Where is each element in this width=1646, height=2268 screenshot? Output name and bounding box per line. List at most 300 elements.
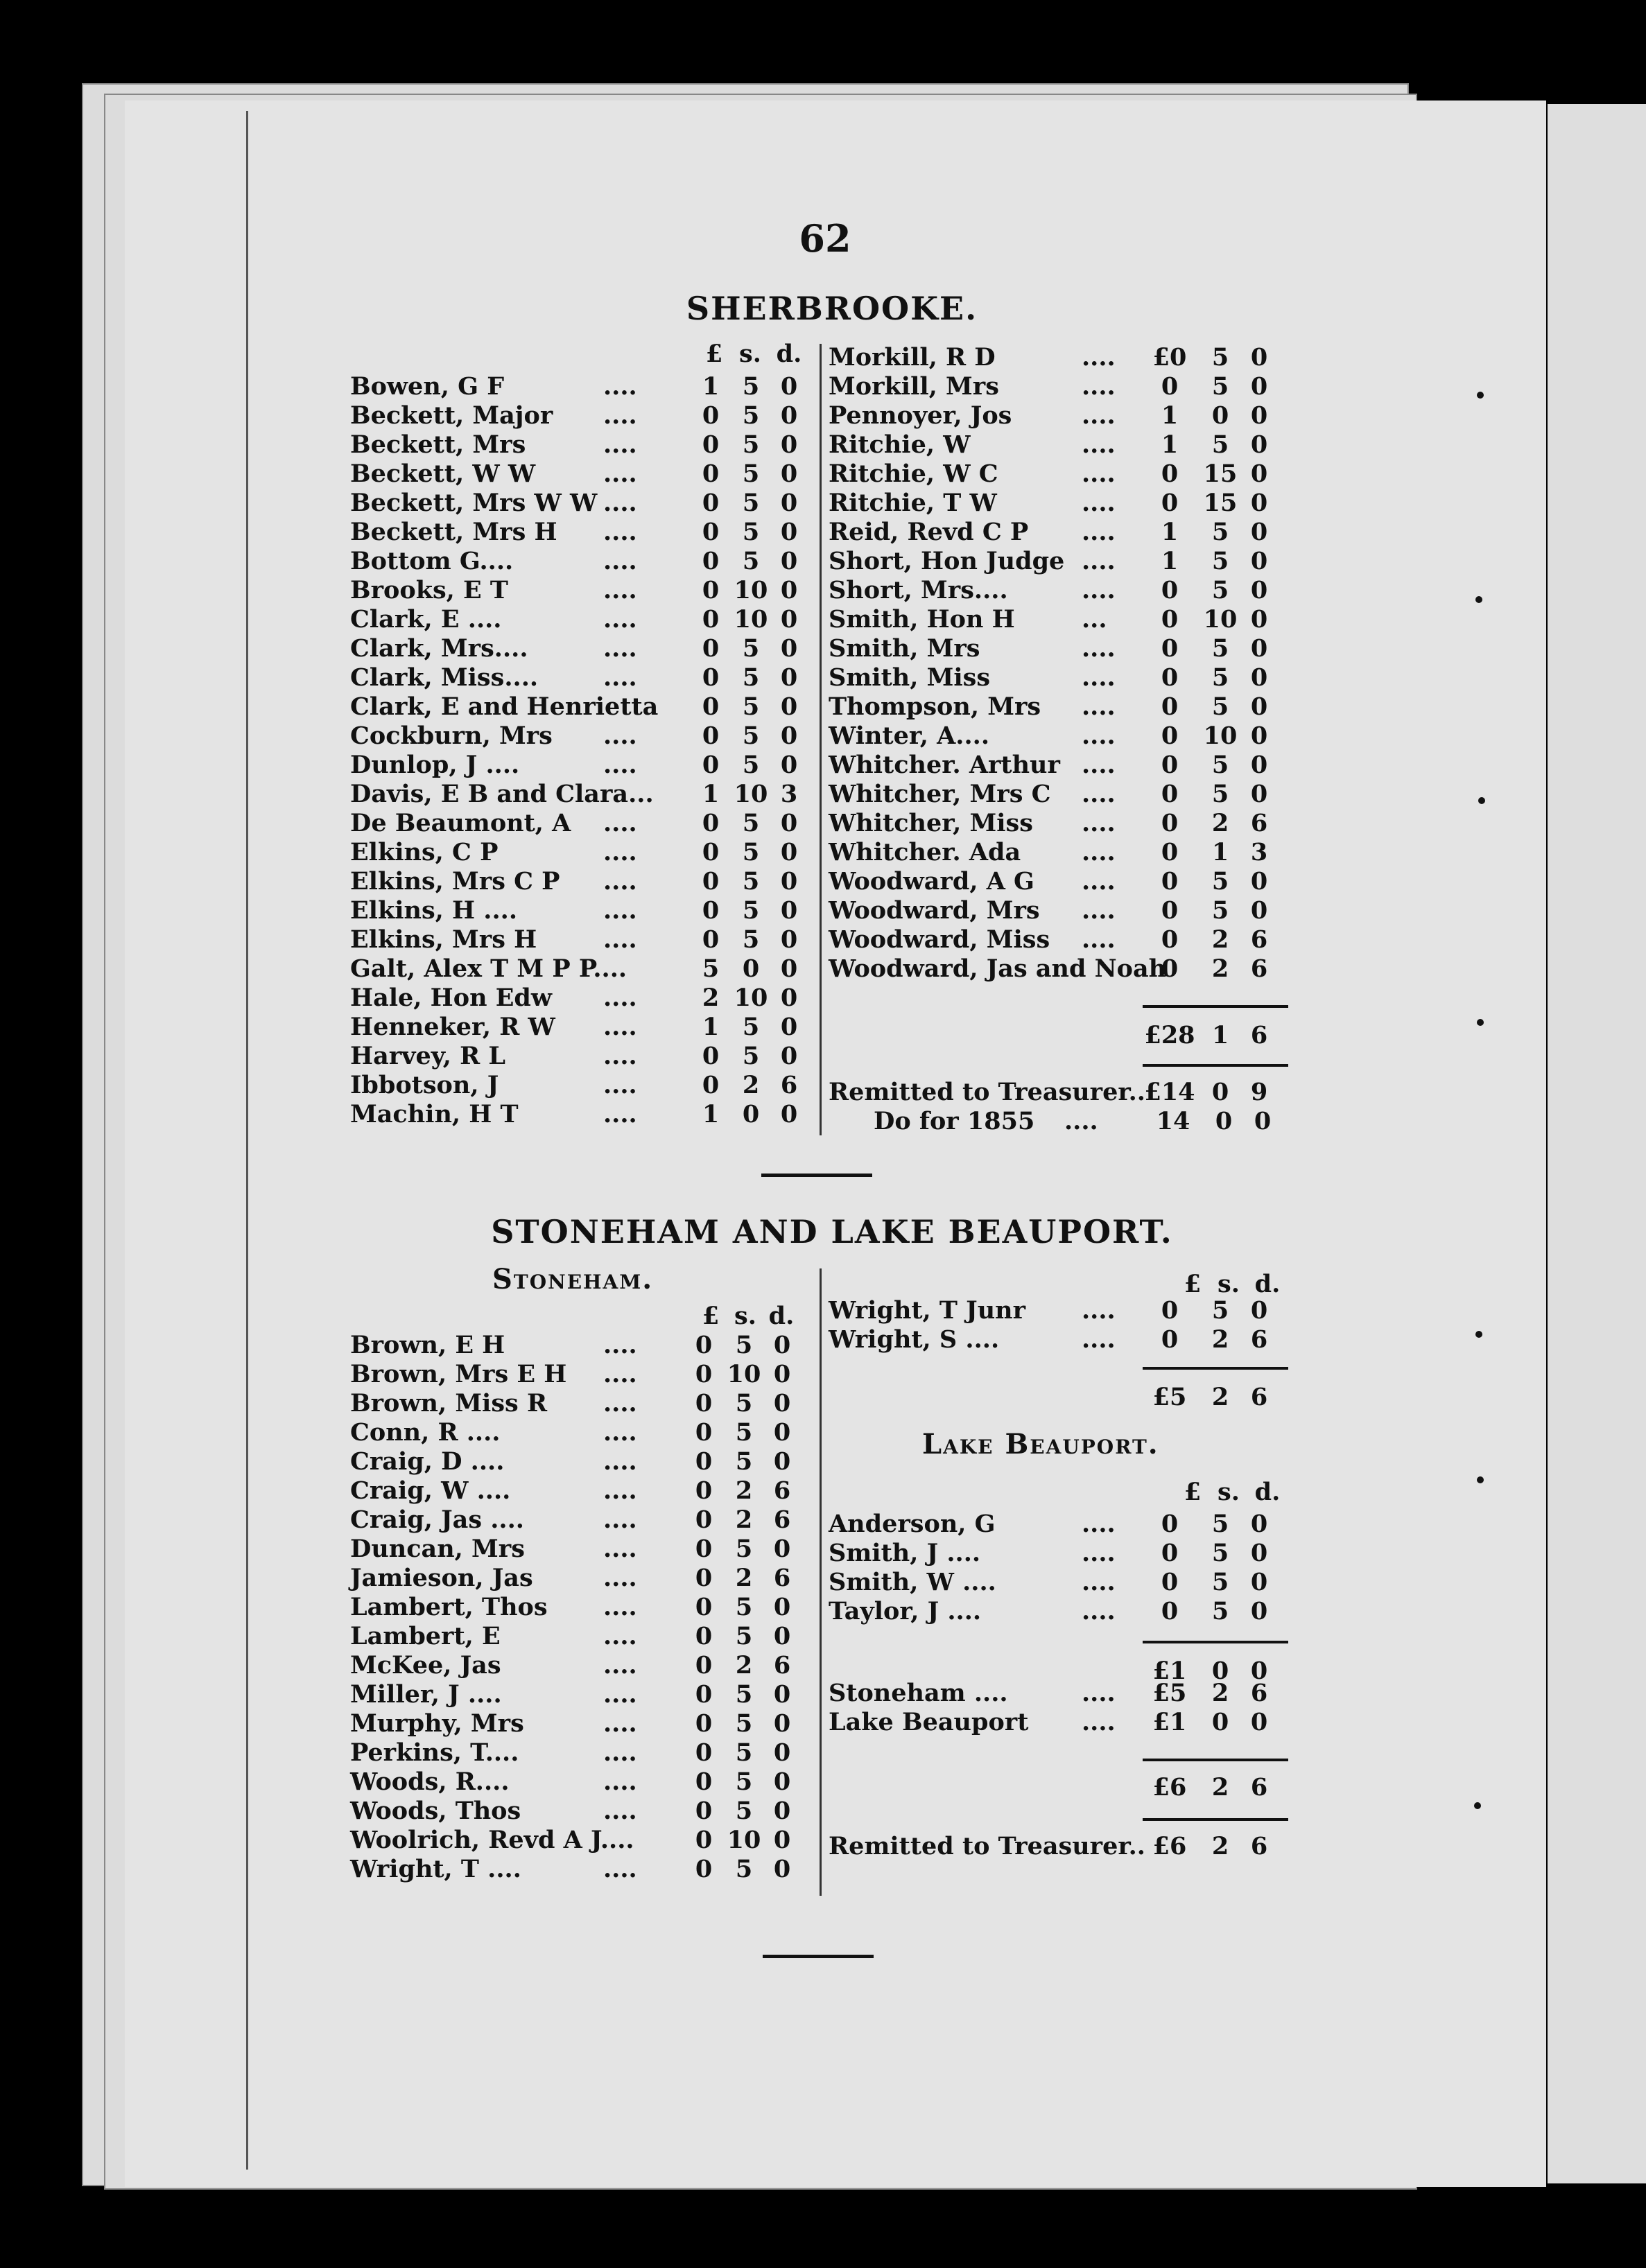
total-pounds: £6 bbox=[1152, 1773, 1187, 1802]
amount-shillings: 5 bbox=[735, 1331, 753, 1359]
amount-pounds: 0 bbox=[1161, 1568, 1179, 1596]
donor-name: Ritchie, W C bbox=[829, 460, 998, 488]
ledger-row bbox=[829, 518, 1314, 547]
donor-name: Lambert, E bbox=[350, 1622, 501, 1650]
donor-name: Craig, Jas .... bbox=[350, 1506, 524, 1534]
amount-shillings: 5 bbox=[735, 1680, 753, 1709]
donor-name: Duncan, Mrs bbox=[350, 1535, 525, 1563]
amount-shillings: 0 bbox=[1211, 401, 1229, 430]
next-page-edge bbox=[1548, 104, 1646, 2183]
column-headers-lake bbox=[1172, 1478, 1310, 1507]
leader-dots: .... bbox=[603, 460, 637, 488]
ledger-row bbox=[350, 401, 822, 430]
donor-name: Henneker, R W bbox=[350, 1013, 555, 1041]
amount-shillings: 5 bbox=[742, 372, 760, 401]
amount-pounds: 0 bbox=[702, 489, 720, 517]
amount-shillings: 5 bbox=[1211, 1539, 1229, 1567]
amount-pence: 6 bbox=[773, 1506, 791, 1534]
amount-pounds: 0 bbox=[702, 867, 720, 896]
leader-dots: .... bbox=[603, 1042, 637, 1070]
amount-shillings: 5 bbox=[1211, 576, 1229, 604]
ledger-row bbox=[829, 1325, 1314, 1354]
donor-name: Whitcher, Mrs C bbox=[829, 780, 1051, 808]
header-shillings: s. bbox=[739, 340, 761, 368]
amount-shillings: 2 bbox=[1211, 809, 1229, 837]
amount-pounds: 0 bbox=[695, 1797, 713, 1825]
amount-shillings: 5 bbox=[1211, 343, 1229, 372]
ledger-row bbox=[350, 576, 822, 605]
donor-name: Beckett, W W bbox=[350, 460, 536, 488]
amount-shillings: 5 bbox=[742, 401, 760, 430]
leader-dots: .... bbox=[1082, 518, 1116, 546]
total-rule bbox=[1143, 1367, 1288, 1370]
leader-dots: .... bbox=[603, 1476, 637, 1505]
amount-shillings: 5 bbox=[735, 1797, 753, 1825]
amount-shillings: 5 bbox=[1211, 430, 1229, 459]
ledger-row bbox=[829, 1568, 1314, 1597]
amount-shillings: 10 bbox=[734, 576, 768, 604]
donor-name: Machin, H T bbox=[350, 1100, 519, 1128]
amount-pence: 6 bbox=[1250, 925, 1268, 954]
ledger-row bbox=[350, 809, 822, 838]
header-pounds: £ bbox=[702, 1302, 720, 1330]
leader-dots: .... bbox=[603, 372, 637, 401]
amount-pence: 3 bbox=[780, 780, 798, 808]
leader-dots: .... bbox=[1082, 1708, 1116, 1736]
amount-pence: 0 bbox=[1250, 1539, 1268, 1567]
ledger-row bbox=[829, 430, 1314, 460]
leader-dots: .... bbox=[603, 838, 637, 866]
donor-name: De Beaumont, A bbox=[350, 809, 571, 837]
amount-shillings: 5 bbox=[742, 663, 760, 692]
amount-pounds: 0 bbox=[695, 1418, 713, 1447]
amount-pence: 0 bbox=[773, 1709, 791, 1738]
amount-pounds: 0 bbox=[702, 722, 720, 750]
leader-dots: .... bbox=[603, 430, 637, 459]
donor-name: Smith, W .... bbox=[829, 1568, 996, 1596]
donor-name: McKee, Jas bbox=[350, 1651, 501, 1680]
leader-dots: .... bbox=[1082, 838, 1116, 866]
amount-shillings: 5 bbox=[735, 1738, 753, 1767]
amount-pounds: 0 bbox=[1161, 460, 1179, 488]
amount-shillings: 5 bbox=[735, 1593, 753, 1621]
amount-pence: 0 bbox=[773, 1593, 791, 1621]
amount-pence: 0 bbox=[780, 489, 798, 517]
amount-pence: 0 bbox=[780, 954, 798, 983]
donor-name: Brown, E H bbox=[350, 1331, 505, 1359]
amount-pence: 0 bbox=[1250, 372, 1268, 401]
ledger-row bbox=[829, 954, 1314, 984]
leader-dots: .... bbox=[603, 1535, 637, 1563]
page-number: 62 bbox=[799, 216, 851, 261]
subsection-title-lake-beauport: Lake Beauport. bbox=[922, 1428, 1159, 1460]
donor-name: Stoneham .... bbox=[829, 1679, 1008, 1707]
ledger-row bbox=[829, 634, 1314, 663]
amount-pounds: 1 bbox=[1161, 518, 1179, 546]
amount-pounds: 0 bbox=[702, 1071, 720, 1099]
leader-dots: .... bbox=[603, 634, 637, 663]
leader-dots: .... bbox=[1082, 430, 1116, 459]
donor-name: Lambert, Thos bbox=[350, 1593, 548, 1621]
donor-name: Clark, E and Henrietta bbox=[350, 692, 659, 721]
total-shillings: 2 bbox=[1211, 1383, 1229, 1411]
amount-pence: 0 bbox=[780, 1042, 798, 1070]
amount-pounds: £1 bbox=[1152, 1708, 1187, 1736]
ledger-row bbox=[350, 634, 822, 663]
amount-shillings: 10 bbox=[1203, 605, 1238, 634]
ledger-row bbox=[350, 722, 822, 751]
donor-name: Bottom G.... bbox=[350, 547, 514, 575]
amount-pence: 6 bbox=[773, 1476, 791, 1505]
amount-pounds: 0 bbox=[702, 692, 720, 721]
amount-shillings: 5 bbox=[1211, 1510, 1229, 1538]
amount-pounds: 0 bbox=[695, 1622, 713, 1650]
amount-pounds: £0 bbox=[1152, 343, 1187, 372]
amount-pence: 0 bbox=[780, 838, 798, 866]
remitted-pence: 6 bbox=[1250, 1832, 1268, 1860]
donor-name: Wright, S .... bbox=[829, 1325, 1000, 1354]
amount-pounds: 0 bbox=[695, 1535, 713, 1563]
header-pence: d. bbox=[1254, 1270, 1281, 1298]
ink-speck bbox=[1477, 1476, 1484, 1483]
leader-dots: .... bbox=[603, 1360, 637, 1388]
leader-dots: .... bbox=[1082, 1597, 1116, 1625]
total-rule bbox=[1143, 1759, 1288, 1761]
amount-pence: 0 bbox=[773, 1535, 791, 1563]
amount-pounds: 0 bbox=[702, 634, 720, 663]
amount-pounds: 0 bbox=[1161, 954, 1179, 983]
ledger-row bbox=[350, 1622, 822, 1651]
donor-name: Woodward, Jas and Noah bbox=[829, 954, 1167, 983]
leader-dots: .... bbox=[1082, 1296, 1116, 1325]
remitted-label: Remitted to Treasurer.. bbox=[829, 1078, 1145, 1106]
ledger-row bbox=[350, 1564, 822, 1593]
ledger-row bbox=[350, 1797, 822, 1826]
amount-pounds: 0 bbox=[695, 1564, 713, 1592]
leader-dots: .... bbox=[1082, 343, 1116, 372]
leader-dots: .... bbox=[603, 1768, 637, 1796]
ink-speck bbox=[1478, 797, 1485, 804]
donor-name: Harvey, R L bbox=[350, 1042, 506, 1070]
ledger-row bbox=[829, 1539, 1314, 1568]
amount-pounds: 0 bbox=[1161, 692, 1179, 721]
amount-shillings: 15 bbox=[1203, 460, 1238, 488]
amount-shillings: 5 bbox=[742, 838, 760, 866]
amount-shillings: 1 bbox=[1211, 838, 1229, 866]
amount-pounds: 0 bbox=[1161, 1325, 1179, 1354]
leader-dots: .... bbox=[1082, 1539, 1116, 1567]
amount-shillings: 5 bbox=[742, 634, 760, 663]
leader-dots: .... bbox=[603, 1564, 637, 1592]
total-pence: 6 bbox=[1250, 1383, 1268, 1411]
amount-pence: 0 bbox=[773, 1331, 791, 1359]
ledger-row bbox=[829, 692, 1314, 722]
total-shillings: 1 bbox=[1211, 1021, 1229, 1049]
ledger-row bbox=[829, 722, 1314, 751]
amount-pounds: 0 bbox=[1161, 1296, 1179, 1325]
leader-dots: .... bbox=[603, 1797, 637, 1825]
header-pounds: £ bbox=[705, 340, 723, 368]
donor-name: Davis, E B and Clara... bbox=[350, 780, 654, 808]
amount-shillings: 5 bbox=[742, 430, 760, 459]
amount-pence: 0 bbox=[1250, 896, 1268, 925]
amount-shillings: 5 bbox=[742, 867, 760, 896]
amount-shillings: 5 bbox=[735, 1768, 753, 1796]
amount-shillings: 5 bbox=[1211, 1296, 1229, 1325]
ledger-row bbox=[350, 1476, 822, 1506]
amount-shillings: 5 bbox=[735, 1855, 753, 1883]
total-pounds: £28 bbox=[1144, 1021, 1195, 1049]
amount-shillings: 5 bbox=[1211, 896, 1229, 925]
amount-pounds: 0 bbox=[695, 1593, 713, 1621]
donor-name: Whitcher. Arthur bbox=[829, 751, 1060, 779]
amount-shillings: 5 bbox=[735, 1389, 753, 1418]
ledger-row bbox=[350, 867, 822, 896]
ledger-row bbox=[350, 605, 822, 634]
amount-pounds: 0 bbox=[702, 576, 720, 604]
leader-dots: .... bbox=[603, 1855, 637, 1883]
donor-name: Brown, Mrs E H bbox=[350, 1360, 567, 1388]
amount-pounds: 0 bbox=[1161, 751, 1179, 779]
ledger-row bbox=[350, 1535, 822, 1564]
remitted-shillings: 2 bbox=[1211, 1832, 1229, 1860]
amount-pence: 0 bbox=[1250, 1296, 1268, 1325]
amount-pence: 0 bbox=[1250, 518, 1268, 546]
amount-pence: 0 bbox=[1250, 751, 1268, 779]
leader-dots: .... bbox=[1082, 576, 1116, 604]
ledger-row bbox=[350, 896, 822, 925]
amount-pounds: 0 bbox=[695, 1331, 713, 1359]
amount-shillings: 10 bbox=[727, 1360, 761, 1388]
amount-pounds: 0 bbox=[1161, 722, 1179, 750]
donor-name: Pennoyer, Jos bbox=[829, 401, 1012, 430]
amount-shillings: 5 bbox=[742, 896, 760, 925]
donor-name: Woodward, Miss bbox=[829, 925, 1050, 954]
amount-pounds: 0 bbox=[702, 401, 720, 430]
donor-name: Galt, Alex T M P P.... bbox=[350, 954, 627, 983]
amount-pounds: 0 bbox=[1161, 372, 1179, 401]
page-margin-line bbox=[246, 111, 248, 2170]
amount-pounds: 0 bbox=[695, 1447, 713, 1476]
total-rule bbox=[1143, 1641, 1288, 1643]
amount-shillings: 10 bbox=[734, 780, 768, 808]
leader-dots: .... bbox=[1082, 722, 1116, 750]
amount-pounds: 0 bbox=[702, 1042, 720, 1070]
amount-pounds: 0 bbox=[702, 838, 720, 866]
ledger-row bbox=[350, 1389, 822, 1418]
section-title-stoneham-lake: STONEHAM AND LAKE BEAUPORT. bbox=[491, 1213, 1173, 1250]
donor-name: Short, Mrs.... bbox=[829, 576, 1008, 604]
leader-dots: .... bbox=[1082, 663, 1116, 692]
amount-pounds: 0 bbox=[695, 1476, 713, 1505]
amount-pence: 0 bbox=[780, 372, 798, 401]
amount-pence: 0 bbox=[773, 1797, 791, 1825]
ledger-row bbox=[350, 1360, 822, 1389]
donor-name: Short, Hon Judge bbox=[829, 547, 1065, 575]
amount-pence: 0 bbox=[1250, 1708, 1268, 1736]
amount-pounds: 2 bbox=[702, 984, 720, 1012]
amount-pence: 0 bbox=[1250, 460, 1268, 488]
leader-dots: .... bbox=[1082, 1568, 1116, 1596]
ledger-row bbox=[350, 1680, 822, 1709]
amount-pence: 0 bbox=[780, 867, 798, 896]
ledger-row bbox=[350, 1593, 822, 1622]
amount-shillings: 2 bbox=[742, 1071, 760, 1099]
amount-shillings: 5 bbox=[1211, 372, 1229, 401]
ledger-row bbox=[350, 460, 822, 489]
ledger-row bbox=[350, 1826, 822, 1855]
amount-pounds: 1 bbox=[702, 372, 720, 401]
leader-dots: .... bbox=[603, 925, 637, 954]
donor-name: Winter, A.... bbox=[829, 722, 990, 750]
amount-shillings: 5 bbox=[735, 1622, 753, 1650]
amount-pounds: 0 bbox=[1161, 1510, 1179, 1538]
amount-pounds: 0 bbox=[1161, 1597, 1179, 1625]
amount-pence: 6 bbox=[773, 1564, 791, 1592]
do-for-pence: 0 bbox=[1254, 1107, 1272, 1135]
donor-name: Smith, Mrs bbox=[829, 634, 980, 663]
leader-dots: .... bbox=[1082, 925, 1116, 954]
header-pence: d. bbox=[1254, 1478, 1281, 1506]
amount-pounds: 0 bbox=[1161, 867, 1179, 896]
remitted-shillings: 0 bbox=[1211, 1078, 1229, 1106]
leader-dots: .... bbox=[603, 867, 637, 896]
donor-name: Smith, J .... bbox=[829, 1539, 981, 1567]
donor-name: Craig, W .... bbox=[350, 1476, 511, 1505]
ledger-row bbox=[829, 489, 1314, 518]
amount-pounds: 0 bbox=[702, 605, 720, 634]
leader-dots: .... bbox=[603, 1071, 637, 1099]
leader-dots: .... bbox=[603, 984, 637, 1012]
amount-pence: 0 bbox=[780, 1100, 798, 1128]
amount-pounds: 0 bbox=[695, 1680, 713, 1709]
leader-dots: .... bbox=[1082, 634, 1116, 663]
ledger-row bbox=[829, 460, 1314, 489]
header-shillings: s. bbox=[1218, 1478, 1240, 1506]
amount-pence: 0 bbox=[780, 1013, 798, 1041]
leader-dots: .... bbox=[603, 518, 637, 546]
leader-dots: .... bbox=[603, 896, 637, 925]
header-pence: d. bbox=[768, 1302, 795, 1330]
stoneham-total-row bbox=[825, 1383, 1310, 1412]
amount-pence: 0 bbox=[780, 984, 798, 1012]
remitted-pounds: £14 bbox=[1144, 1078, 1195, 1106]
leader-dots: .... bbox=[603, 1738, 637, 1767]
stoneham-remitted-row bbox=[829, 1832, 1314, 1861]
leader-dots: .... bbox=[603, 576, 637, 604]
amount-pence: 0 bbox=[773, 1738, 791, 1767]
leader-dots: .... bbox=[603, 809, 637, 837]
amount-pence: 0 bbox=[1250, 722, 1268, 750]
ledger-row bbox=[350, 1855, 822, 1884]
section-separator bbox=[763, 1955, 874, 1958]
donor-name: Smith, Hon H bbox=[829, 605, 1015, 634]
leader-dots: .... bbox=[1082, 489, 1116, 517]
amount-shillings: 5 bbox=[1211, 780, 1229, 808]
amount-shillings: 0 bbox=[1211, 1708, 1229, 1736]
ledger-row bbox=[350, 663, 822, 692]
sherbrooke-remitted-row bbox=[829, 1078, 1314, 1107]
remitted-label: Remitted to Treasurer.. bbox=[829, 1832, 1145, 1860]
amount-pounds: 0 bbox=[1161, 925, 1179, 954]
amount-pence: 0 bbox=[1250, 1568, 1268, 1596]
amount-pounds: 0 bbox=[702, 663, 720, 692]
amount-pence: 0 bbox=[780, 722, 798, 750]
donor-name: Anderson, G bbox=[829, 1510, 996, 1538]
ledger-row bbox=[350, 780, 822, 809]
amount-pounds: 0 bbox=[695, 1738, 713, 1767]
leader-dots: .... bbox=[603, 1331, 637, 1359]
leader-dots: .... bbox=[603, 489, 637, 517]
amount-pounds: 0 bbox=[702, 925, 720, 954]
ink-speck bbox=[1474, 1802, 1481, 1809]
leader-dots: .... bbox=[603, 1447, 637, 1476]
amount-shillings: 5 bbox=[742, 1013, 760, 1041]
ledger-row bbox=[350, 984, 822, 1013]
leader-dots: .... bbox=[603, 1622, 637, 1650]
donor-name: Woolrich, Revd A J.... bbox=[350, 1826, 634, 1854]
amount-shillings: 5 bbox=[735, 1535, 753, 1563]
amount-shillings: 2 bbox=[1211, 954, 1229, 983]
leader-dots: .... bbox=[603, 1709, 637, 1738]
total-shillings: 2 bbox=[1211, 1773, 1229, 1802]
amount-pence: 0 bbox=[773, 1680, 791, 1709]
do-for-label: Do for 1855 bbox=[874, 1107, 1035, 1135]
amount-pence: 6 bbox=[773, 1651, 791, 1680]
amount-pence: 0 bbox=[1250, 663, 1268, 692]
amount-pence: 0 bbox=[1250, 547, 1268, 575]
amount-pence: 0 bbox=[1250, 634, 1268, 663]
donor-name: Wright, T .... bbox=[350, 1855, 521, 1883]
amount-pence: 0 bbox=[1250, 576, 1268, 604]
amount-shillings: 15 bbox=[1203, 489, 1238, 517]
donor-name: Thompson, Mrs bbox=[829, 692, 1041, 721]
leader-dots: .... bbox=[1082, 896, 1116, 925]
leader-dots: .... bbox=[1082, 1679, 1116, 1707]
ledger-row bbox=[350, 954, 822, 984]
donor-name: Brown, Miss R bbox=[350, 1389, 548, 1418]
ledger-row bbox=[829, 780, 1314, 809]
ledger-row bbox=[350, 1071, 822, 1100]
ledger-row bbox=[829, 751, 1314, 780]
amount-pounds: £5 bbox=[1152, 1679, 1187, 1707]
ledger-row bbox=[350, 1418, 822, 1447]
amount-pence: 6 bbox=[780, 1071, 798, 1099]
ink-speck bbox=[1475, 1331, 1482, 1338]
donor-name: Murphy, Mrs bbox=[350, 1709, 524, 1738]
leader-dots: .... bbox=[603, 722, 637, 750]
amount-shillings: 5 bbox=[742, 489, 760, 517]
leader-dots: .... bbox=[603, 1013, 637, 1041]
ledger-row bbox=[350, 692, 822, 722]
amount-shillings: 5 bbox=[742, 722, 760, 750]
amount-pence: 0 bbox=[1250, 692, 1268, 721]
ledger-row bbox=[829, 1296, 1314, 1325]
leader-dots: .... bbox=[603, 401, 637, 430]
amount-shillings: 10 bbox=[1203, 722, 1238, 750]
donor-name: Taylor, J .... bbox=[829, 1597, 982, 1625]
donor-name: Perkins, T.... bbox=[350, 1738, 519, 1767]
donor-name: Beckett, Mrs H bbox=[350, 518, 557, 546]
donor-name: Reid, Revd C P bbox=[829, 518, 1029, 546]
total-rule bbox=[1143, 1818, 1288, 1821]
amount-shillings: 5 bbox=[1211, 751, 1229, 779]
leader-dots: .... bbox=[1082, 751, 1116, 779]
leader-dots: .... bbox=[1082, 780, 1116, 808]
donor-name: Elkins, C P bbox=[350, 838, 499, 866]
donor-name: Brooks, E T bbox=[350, 576, 508, 604]
amount-pence: 0 bbox=[780, 663, 798, 692]
